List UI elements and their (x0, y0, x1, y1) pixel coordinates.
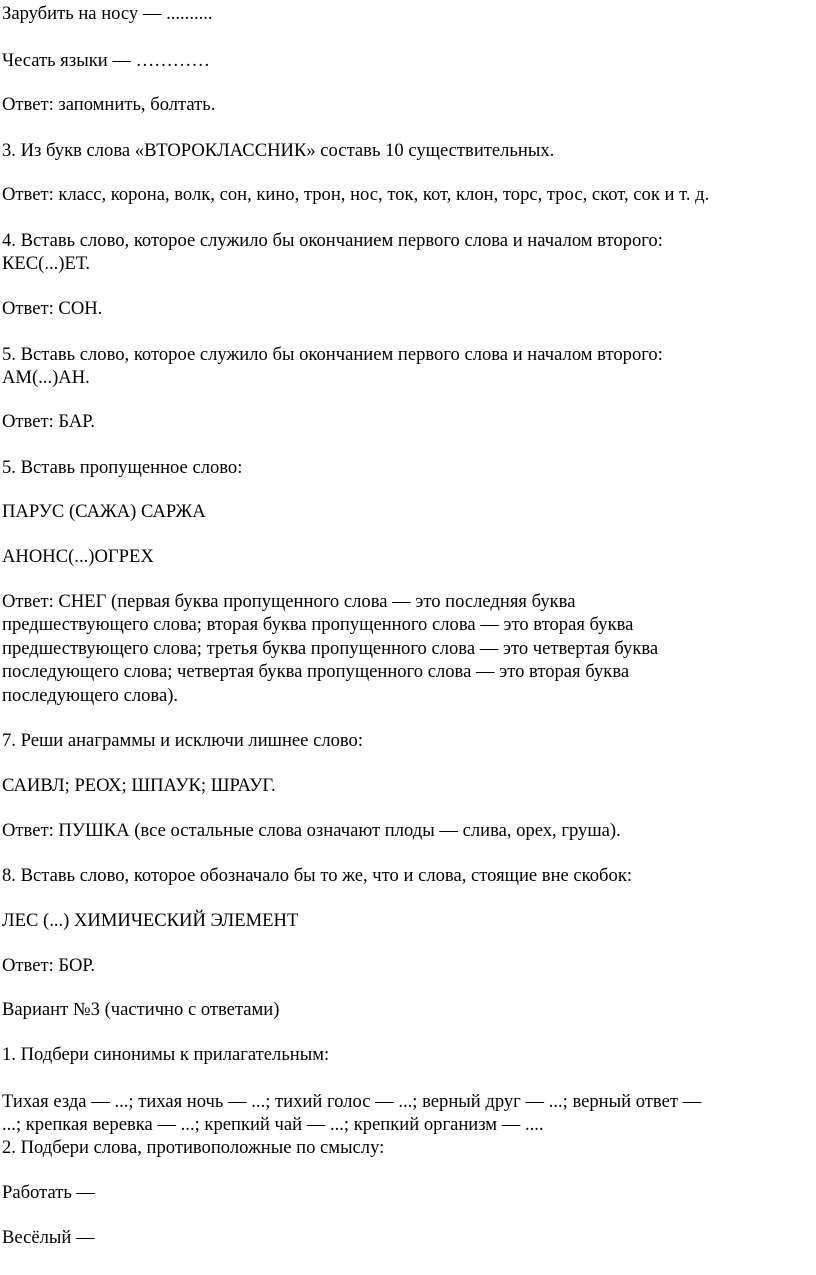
text-line: Ответ: БАР. (2, 411, 95, 432)
text-line: Зарубить на носу — .......... (2, 3, 213, 24)
text-line: 5. Вставь слово, которое служило бы окончанием первого слова и началом второго: (2, 344, 663, 365)
text-line: 8. Вставь слово, которое обозначало бы то же, что и слова, стоящие вне скобок: (2, 865, 633, 886)
text-line: 5. Вставь пропущенное слово: (2, 457, 243, 478)
text-line: Весёлый — (2, 1227, 95, 1248)
text-line: Ответ: запомнить, болтать. (2, 94, 216, 115)
text-line: Тихая езда — ...; тихая ночь — ...; тихий голос — ...; верный друг — ...; верный ответ — (2, 1091, 702, 1112)
text-line: 7. Реши анаграммы и исключи лишнее слово: (2, 730, 364, 751)
text-line: Ответ: класс, корона, волк, сон, кино, трон, нос, ток, кот, клон, торс, трос, скот, сок и т. д. (2, 184, 710, 205)
text-line: САИВЛ; РЕОХ; ШПАУК; ШРАУГ. (2, 775, 276, 796)
text-line: Ответ: БОР. (2, 955, 96, 976)
text-line: последующего слова). (2, 685, 179, 706)
text-line: 2. Подбери слова, противоположные по смыслу: (2, 1137, 385, 1158)
document-page (2, 0, 814, 1275)
text-line: ...; крепкая веревка — ...; крепкий чай — ...; крепкий организм — .... (2, 1114, 544, 1135)
text-line: АМ(...)АН. (2, 367, 90, 388)
text-line: предшествующего слова; третья буква пропущенного слова — это четвертая буква (2, 638, 659, 659)
text-line: КЕС(...)ЕТ. (2, 253, 90, 274)
text-line: предшествующего слова; вторая буква пропущенного слова — это вторая буква (2, 614, 634, 635)
text-line: ПАРУС (САЖА) САРЖА (2, 501, 206, 522)
text-line: Вариант №3 (частично с ответами) (2, 999, 280, 1020)
text-line: Ответ: ПУШКА (все остальные слова означают плоды — слива, орех, груша). (2, 820, 621, 841)
text-line: 3. Из букв слова «ВТОРОКЛАССНИК» составь 10 существительных. (2, 140, 555, 161)
text-line: АНОНС(...)ОГРЕХ (2, 546, 154, 567)
text-line: Чесать языки — ………… (2, 50, 210, 71)
text-line: 4. Вставь слово, которое служило бы окончанием первого слова и началом второго: (2, 230, 663, 251)
text-line: ЛЕС (...) ХИМИЧЕСКИЙ ЭЛЕМЕНТ (2, 910, 299, 931)
text-line: Работать — (2, 1182, 96, 1203)
text-line: Ответ: СОН. (2, 298, 103, 319)
text-line: последующего слова; четвертая буква пропущенного слова — это вторая буква (2, 661, 630, 682)
text-line: 1. Подбери синонимы к прилагательным: (2, 1044, 330, 1065)
text-line: Ответ: СНЕГ (первая буква пропущенного слова — это последняя буква (2, 591, 576, 612)
